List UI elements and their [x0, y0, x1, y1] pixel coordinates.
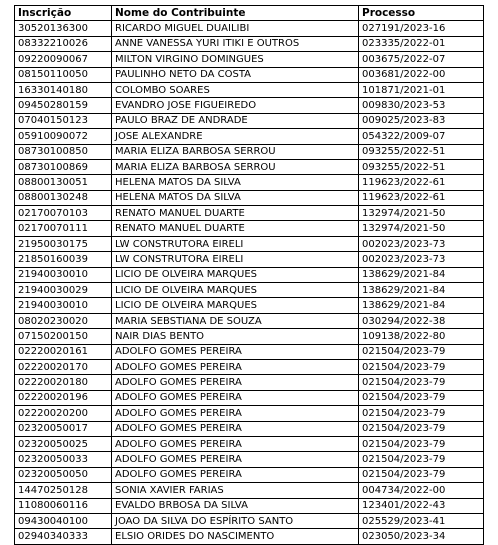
- cell-inscricao: 09220090067: [15, 52, 112, 67]
- table-row: [15, 329, 484, 344]
- cell-inscricao: 02220020196: [15, 390, 112, 405]
- cell-nome-contribuinte: EVALDO BRBOSA DA SILVA: [112, 498, 359, 513]
- cell-nome-contribuinte: JOSE ALEXANDRE: [112, 129, 359, 144]
- cell-processo: 119623/2022-61: [359, 175, 484, 190]
- cell-processo: 009025/2023-83: [359, 113, 484, 128]
- cell-inscricao: 02220020161: [15, 344, 112, 359]
- cell-processo: 132974/2021-50: [359, 206, 484, 221]
- cell-inscricao: 21940030010: [15, 298, 112, 313]
- table-row: [15, 283, 484, 298]
- cell-nome-contribuinte: PAULO BRAZ DE ANDRADE: [112, 113, 359, 128]
- column-header-nome-contribuinte: Nome do Contribuinte: [112, 6, 359, 21]
- table-row: [15, 82, 484, 97]
- cell-processo: 101871/2021-01: [359, 82, 484, 97]
- table-row: [15, 513, 484, 528]
- table-row: [15, 421, 484, 436]
- table-row: [15, 359, 484, 374]
- cell-processo: 025529/2023-41: [359, 513, 484, 528]
- cell-nome-contribuinte: ADOLFO GOMES PEREIRA: [112, 390, 359, 405]
- cell-inscricao: 08150110050: [15, 67, 112, 82]
- table-row: [15, 267, 484, 282]
- table-row: [15, 190, 484, 205]
- table-row: [15, 483, 484, 498]
- cell-nome-contribuinte: MILTON VIRGINO DOMINGUES: [112, 52, 359, 67]
- cell-processo: 021504/2023-79: [359, 406, 484, 421]
- table-row: [15, 175, 484, 190]
- cell-inscricao: 09450280159: [15, 98, 112, 113]
- cell-inscricao: 16330140180: [15, 82, 112, 97]
- cell-processo: 023335/2022-01: [359, 36, 484, 51]
- table-header-row: [15, 6, 484, 21]
- cell-processo: 054322/2009-07: [359, 129, 484, 144]
- cell-nome-contribuinte: HELENA MATOS DA SILVA: [112, 175, 359, 190]
- cell-processo: 119623/2022-61: [359, 190, 484, 205]
- cell-inscricao: 02220020170: [15, 359, 112, 374]
- cell-inscricao: 08800130248: [15, 190, 112, 205]
- table-row: [15, 298, 484, 313]
- cell-inscricao: 30520136300: [15, 21, 112, 36]
- cell-inscricao: 14470250128: [15, 483, 112, 498]
- cell-nome-contribuinte: LICIO DE OLVEIRA MARQUES: [112, 267, 359, 282]
- cell-nome-contribuinte: ADOLFO GOMES PEREIRA: [112, 436, 359, 451]
- cell-processo: 021504/2023-79: [359, 467, 484, 482]
- cell-processo: 021504/2023-79: [359, 375, 484, 390]
- cell-inscricao: 02170070111: [15, 221, 112, 236]
- cell-processo: 109138/2022-80: [359, 329, 484, 344]
- table-row: [15, 529, 484, 544]
- cell-nome-contribuinte: ELSIO ORIDES DO NASCIMENTO: [112, 529, 359, 544]
- cell-nome-contribuinte: ANNE VANESSA YURI ITIKI E OUTROS: [112, 36, 359, 51]
- cell-nome-contribuinte: ADOLFO GOMES PEREIRA: [112, 452, 359, 467]
- cell-inscricao: 02940340333: [15, 529, 112, 544]
- cropped-text-above-table: [0, 0, 498, 2]
- column-header-inscricao: Inscrição: [15, 6, 112, 21]
- cell-inscricao: 21940030010: [15, 267, 112, 282]
- cell-processo: 132974/2021-50: [359, 221, 484, 236]
- cell-processo: 138629/2021-84: [359, 298, 484, 313]
- cell-inscricao: 08020230020: [15, 313, 112, 328]
- cell-processo: 021504/2023-79: [359, 390, 484, 405]
- cell-inscricao: 02220020200: [15, 406, 112, 421]
- cell-inscricao: 02320050017: [15, 421, 112, 436]
- cell-inscricao: 02320050033: [15, 452, 112, 467]
- table-row: [15, 21, 484, 36]
- cell-nome-contribuinte: ADOLFO GOMES PEREIRA: [112, 421, 359, 436]
- table-row: [15, 67, 484, 82]
- cell-inscricao: 11080060116: [15, 498, 112, 513]
- cell-inscricao: 07040150123: [15, 113, 112, 128]
- table-row: [15, 98, 484, 113]
- cell-nome-contribuinte: MARIA SEBSTIANA DE SOUZA: [112, 313, 359, 328]
- column-header-processo: Processo: [359, 6, 484, 21]
- cell-processo: 021504/2023-79: [359, 359, 484, 374]
- cell-inscricao: 02320050050: [15, 467, 112, 482]
- cell-nome-contribuinte: ADOLFO GOMES PEREIRA: [112, 359, 359, 374]
- cell-processo: 021504/2023-79: [359, 421, 484, 436]
- cell-processo: 002023/2023-73: [359, 252, 484, 267]
- cell-processo: 021504/2023-79: [359, 344, 484, 359]
- cell-processo: 030294/2022-38: [359, 313, 484, 328]
- cell-processo: 023050/2023-34: [359, 529, 484, 544]
- cell-nome-contribuinte: ADOLFO GOMES PEREIRA: [112, 467, 359, 482]
- table-row: [15, 406, 484, 421]
- cell-processo: 093255/2022-51: [359, 159, 484, 174]
- cell-processo: 003675/2022-07: [359, 52, 484, 67]
- cell-nome-contribuinte: LICIO DE OLVEIRA MARQUES: [112, 298, 359, 313]
- cell-nome-contribuinte: MARIA ELIZA BARBOSA SERROU: [112, 144, 359, 159]
- cell-processo: 138629/2021-84: [359, 283, 484, 298]
- table-row: [15, 36, 484, 51]
- cell-inscricao: 02170070103: [15, 206, 112, 221]
- cell-nome-contribuinte: NAIR DIAS BENTO: [112, 329, 359, 344]
- cell-nome-contribuinte: COLOMBO SOARES: [112, 82, 359, 97]
- cell-processo: 093255/2022-51: [359, 144, 484, 159]
- cell-nome-contribuinte: RICARDO MIGUEL DUAILIBI: [112, 21, 359, 36]
- cell-processo: 003681/2022-00: [359, 67, 484, 82]
- cell-processo: 021504/2023-79: [359, 452, 484, 467]
- cell-processo: 002023/2023-73: [359, 236, 484, 251]
- cell-processo: 021504/2023-79: [359, 436, 484, 451]
- cell-nome-contribuinte: MARIA ELIZA BARBOSA SERROU: [112, 159, 359, 174]
- cell-processo: 138629/2021-84: [359, 267, 484, 282]
- cell-nome-contribuinte: SONIA XAVIER FARIAS: [112, 483, 359, 498]
- cell-inscricao: 08730100869: [15, 159, 112, 174]
- cell-inscricao: 21940030029: [15, 283, 112, 298]
- cell-inscricao: 02220020180: [15, 375, 112, 390]
- cell-inscricao: 02320050025: [15, 436, 112, 451]
- cell-nome-contribuinte: JOAO DA SILVA DO ESPÍRITO SANTO: [112, 513, 359, 528]
- cell-processo: 009830/2023-53: [359, 98, 484, 113]
- cell-inscricao: 21950030175: [15, 236, 112, 251]
- table-row: [15, 221, 484, 236]
- table-row: [15, 113, 484, 128]
- cell-nome-contribuinte: RENATO MANUEL DUARTE: [112, 221, 359, 236]
- cell-inscricao: 21850160039: [15, 252, 112, 267]
- cell-nome-contribuinte: LW CONSTRUTORA EIRELI: [112, 252, 359, 267]
- table-row: [15, 498, 484, 513]
- table-row: [15, 236, 484, 251]
- cell-nome-contribuinte: PAULINHO NETO DA COSTA: [112, 67, 359, 82]
- cell-inscricao: 08730100850: [15, 144, 112, 159]
- contribuintes-table: [14, 5, 484, 545]
- table-row: [15, 375, 484, 390]
- table-row: [15, 452, 484, 467]
- cell-inscricao: 09430040100: [15, 513, 112, 528]
- cell-nome-contribuinte: LICIO DE OLVEIRA MARQUES: [112, 283, 359, 298]
- table-row: [15, 159, 484, 174]
- cell-nome-contribuinte: RENATO MANUEL DUARTE: [112, 206, 359, 221]
- table-row: [15, 206, 484, 221]
- cell-nome-contribuinte: ADOLFO GOMES PEREIRA: [112, 344, 359, 359]
- cell-inscricao: 08800130051: [15, 175, 112, 190]
- table-row: [15, 252, 484, 267]
- cell-processo: 123401/2022-43: [359, 498, 484, 513]
- table-row: [15, 436, 484, 451]
- cell-nome-contribuinte: ADOLFO GOMES PEREIRA: [112, 406, 359, 421]
- cell-nome-contribuinte: HELENA MATOS DA SILVA: [112, 190, 359, 205]
- table-row: [15, 467, 484, 482]
- table-body: [15, 21, 484, 544]
- cell-nome-contribuinte: EVANDRO JOSE FIGUEIREDO: [112, 98, 359, 113]
- table-row: [15, 52, 484, 67]
- cell-inscricao: 08332210026: [15, 36, 112, 51]
- table-row: [15, 390, 484, 405]
- cell-inscricao: 07150200150: [15, 329, 112, 344]
- table-row: [15, 144, 484, 159]
- table-row: [15, 129, 484, 144]
- cell-processo: 027191/2023-16: [359, 21, 484, 36]
- cell-inscricao: 05910090072: [15, 129, 112, 144]
- table-row: [15, 313, 484, 328]
- cell-processo: 004734/2022-00: [359, 483, 484, 498]
- cell-nome-contribuinte: LW CONSTRUTORA EIRELI: [112, 236, 359, 251]
- table-row: [15, 344, 484, 359]
- cell-nome-contribuinte: ADOLFO GOMES PEREIRA: [112, 375, 359, 390]
